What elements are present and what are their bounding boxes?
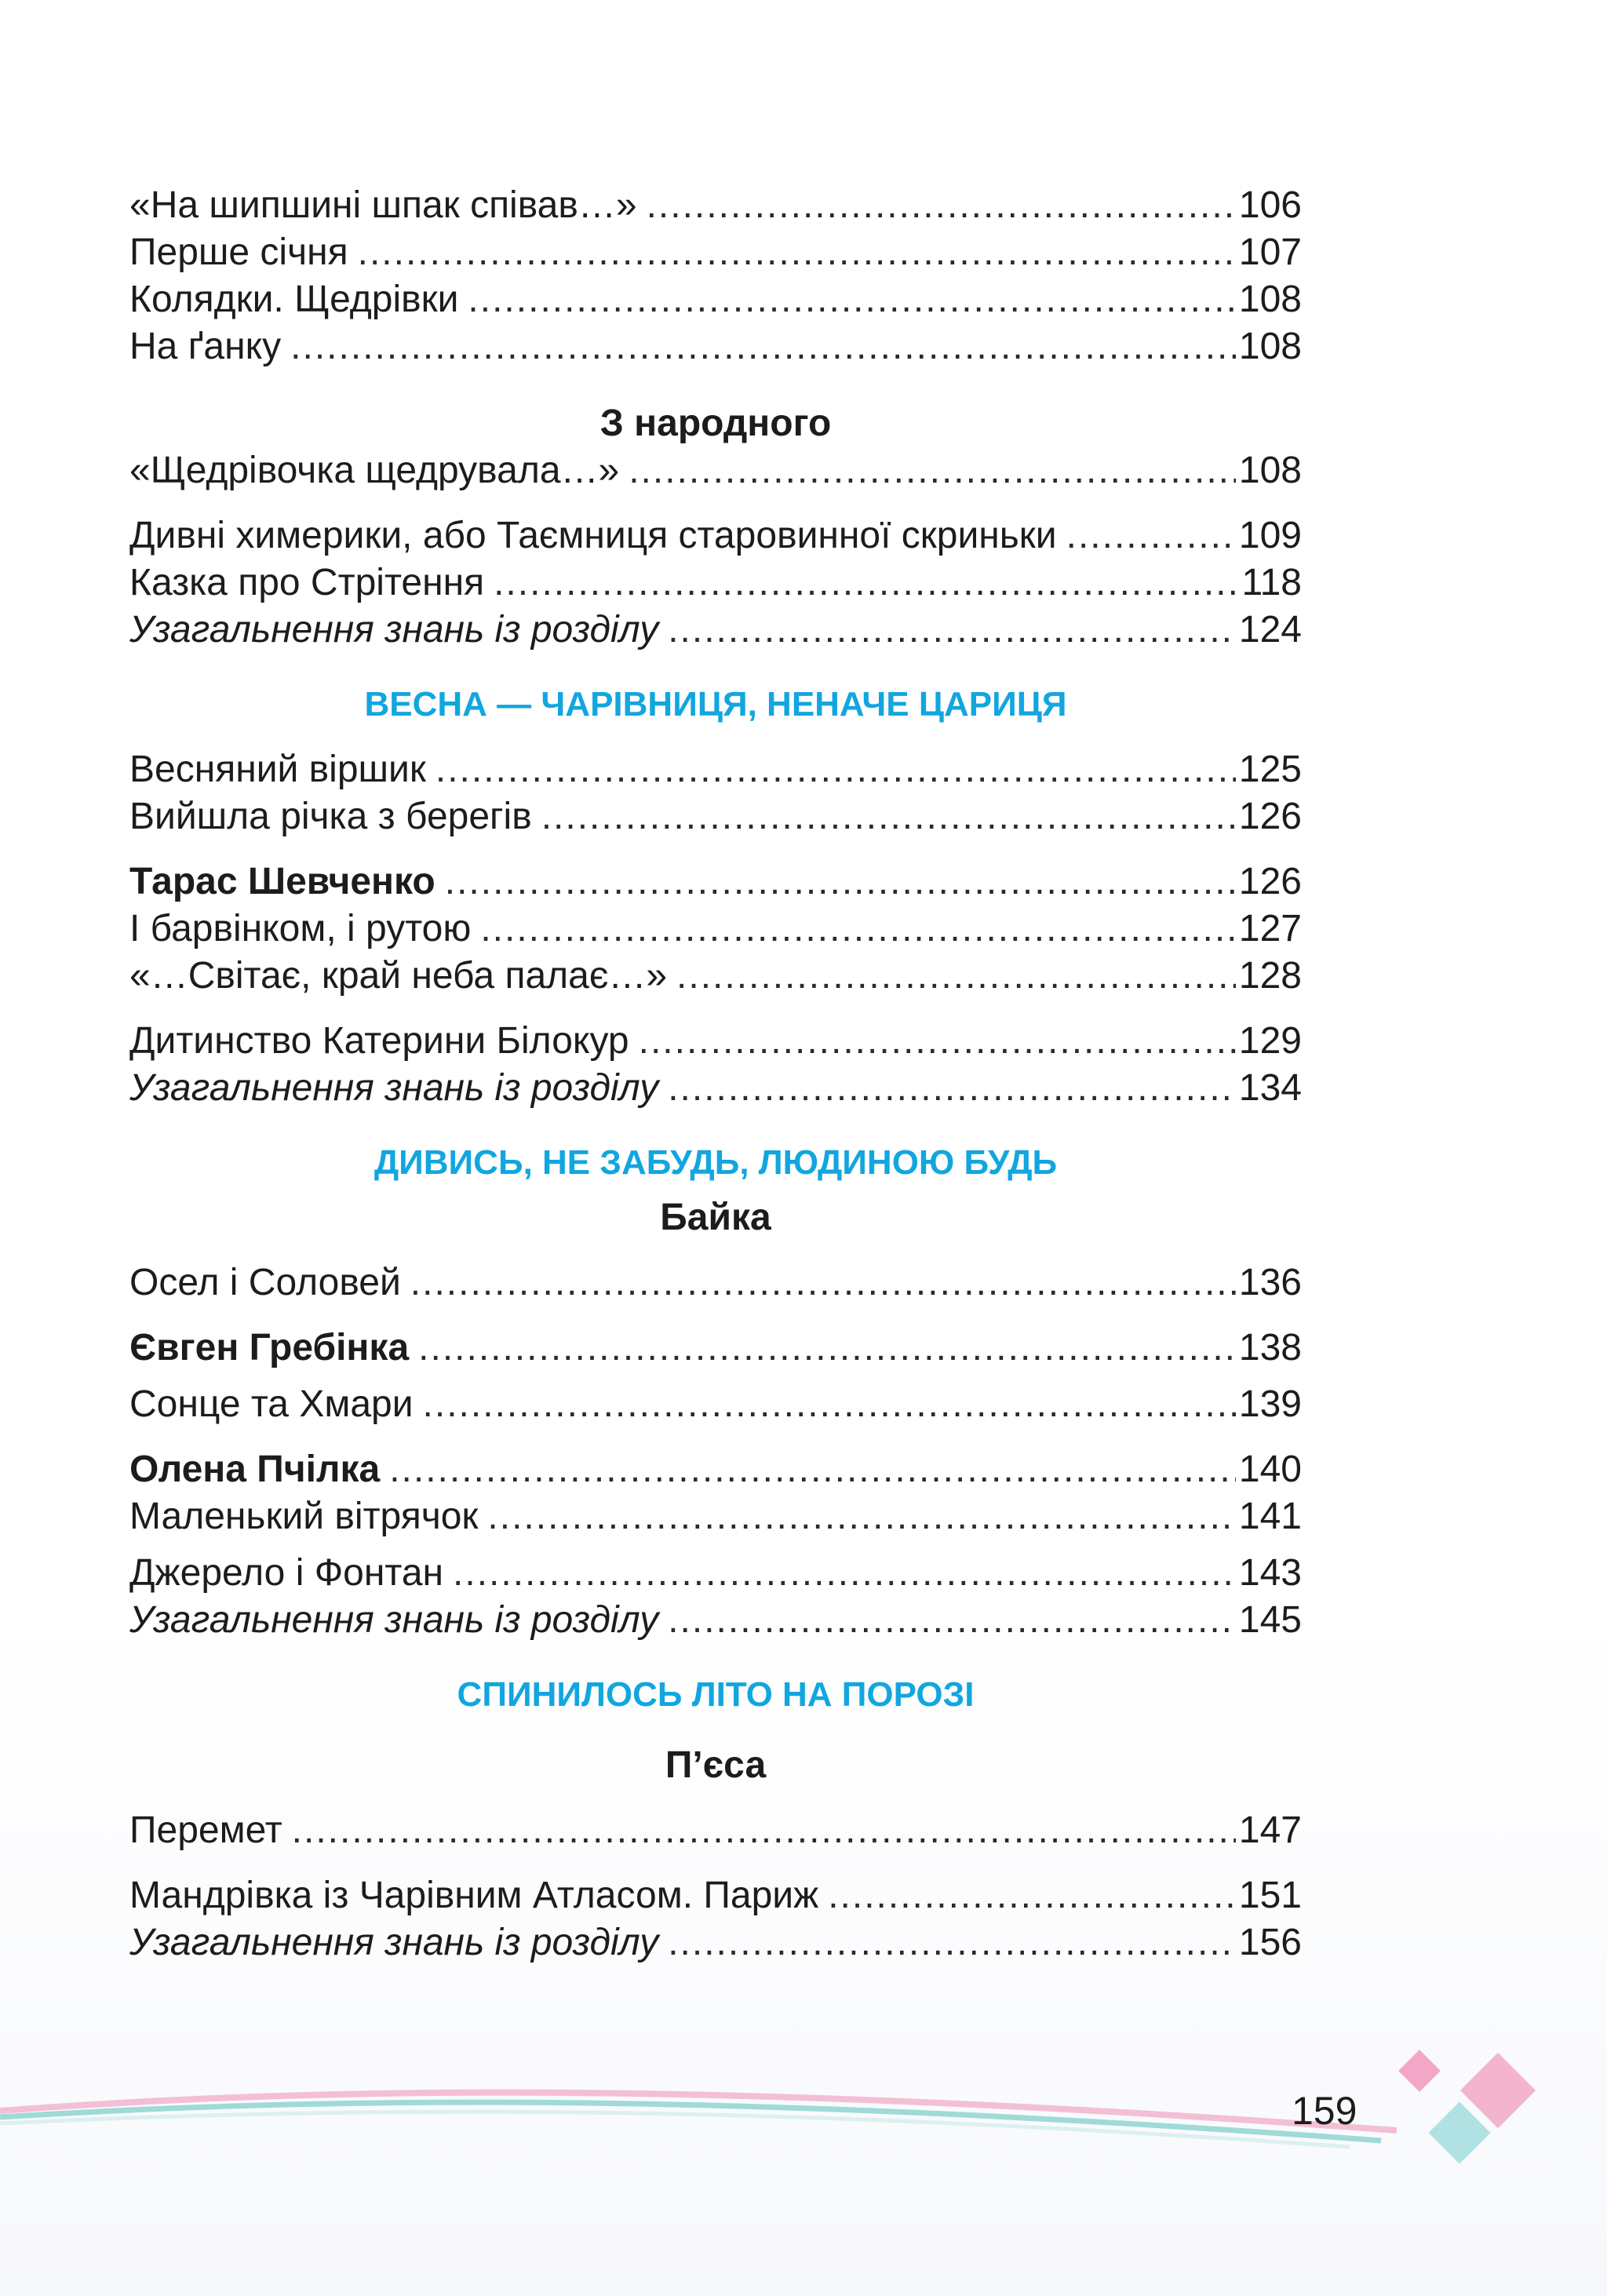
toc-entry-title: Мандрівка із Чарівним Атласом. Париж (129, 1875, 819, 1916)
toc-entry-title: Перше січня (129, 231, 348, 273)
toc-entry-title: І барвінком, і рутою (129, 908, 472, 949)
toc-author-entry[interactable] (129, 1325, 1302, 1372)
dot-leader (480, 906, 1236, 953)
dot-leader (423, 1381, 1236, 1428)
page-number: 159 (1292, 2089, 1357, 2133)
toc-entry-title: Узагальнення знань із розділу (129, 1599, 659, 1641)
toc-entry-title: Казка про Стрітення (129, 562, 485, 603)
toc-entry-page: 151 (1238, 1875, 1302, 1916)
toc-author-entry[interactable] (129, 858, 1302, 906)
toc-entry-title: Дивні химерики, або Таємниця старовинної скриньки (129, 515, 1057, 556)
toc-entry[interactable] (129, 1493, 1302, 1540)
dot-leader (639, 1018, 1236, 1065)
dot-leader (453, 1550, 1236, 1597)
toc-entry-title: «На шипшині шпак співав…» (129, 184, 637, 226)
toc-entry[interactable] (129, 1919, 1302, 1966)
dot-leader (292, 1807, 1236, 1854)
toc-entry[interactable] (129, 229, 1302, 276)
toc-entry[interactable] (129, 182, 1302, 229)
toc-entry[interactable] (129, 906, 1302, 953)
toc-entry[interactable] (129, 1065, 1302, 1112)
toc-entry-title: Перемет (129, 1809, 282, 1851)
toc-entry[interactable] (129, 1550, 1302, 1597)
dot-leader (468, 276, 1235, 323)
section-heading: ДИВИСЬ, НЕ ЗАБУДЬ, ЛЮДИНОЮ БУДЬ (374, 1143, 1058, 1182)
toc-entry[interactable] (129, 276, 1302, 323)
toc-entry[interactable] (129, 1259, 1302, 1307)
toc-entry-title: Узагальнення знань із розділу (129, 1067, 659, 1109)
toc-entry-page: 108 (1238, 279, 1302, 320)
toc-entry-title: Колядки. Щедрівки (129, 279, 459, 320)
toc-entry-page: 125 (1238, 749, 1302, 790)
dot-leader (668, 607, 1236, 654)
toc-entry-page: 108 (1238, 450, 1302, 491)
toc-entry-title: Осел і Соловей (129, 1262, 401, 1303)
dot-leader (389, 1446, 1236, 1493)
toc-entry-title: Євген Гребінка (129, 1327, 410, 1368)
toc-entry-page: 140 (1238, 1449, 1302, 1490)
section-heading: ВЕСНА — ЧАРІВНИЦЯ, НЕНАЧЕ ЦАРИЦЯ (364, 685, 1067, 723)
toc-entry-page: 118 (1241, 562, 1302, 603)
toc-subheading: Байка (660, 1197, 771, 1238)
dot-leader (487, 1493, 1236, 1540)
toc-entry-page: 129 (1238, 1020, 1302, 1062)
toc-entry[interactable] (129, 1872, 1302, 1919)
toc-entry-page: 126 (1238, 861, 1302, 902)
toc-entry-page: 147 (1238, 1809, 1302, 1851)
toc-entry-title: Сонце та Хмари (129, 1383, 414, 1425)
dot-leader (418, 1325, 1236, 1372)
toc-entry[interactable] (129, 1018, 1302, 1065)
toc-entry-page: 126 (1238, 796, 1302, 837)
decorative-wave (0, 2056, 1397, 2150)
toc-entry-page: 106 (1238, 184, 1302, 226)
toc-entry[interactable] (129, 447, 1302, 494)
toc-entry-title: Маленький вітрячок (129, 1496, 479, 1537)
toc-entry-title: Тарас Шевченко (129, 861, 435, 902)
dot-leader (410, 1259, 1236, 1307)
toc-entry-page: 156 (1238, 1922, 1302, 1963)
dot-leader (629, 447, 1236, 494)
toc-entry[interactable] (129, 793, 1302, 840)
dot-leader (435, 746, 1236, 793)
dot-leader (828, 1872, 1236, 1919)
dot-leader (290, 323, 1236, 370)
toc-entry-page: 109 (1238, 515, 1302, 556)
toc-entry-title: На ґанку (129, 326, 282, 367)
dot-leader (494, 559, 1238, 607)
toc-entry[interactable] (129, 607, 1302, 654)
toc-entry[interactable] (129, 323, 1302, 370)
toc-entry[interactable] (129, 953, 1302, 1000)
dot-leader (647, 182, 1236, 229)
decorative-diamonds-icon (1397, 2048, 1554, 2181)
toc-entry-title: Узагальнення знань із розділу (129, 1922, 659, 1963)
dot-leader (668, 1065, 1236, 1112)
toc-entry-page: 107 (1238, 231, 1302, 273)
toc-entry[interactable] (129, 746, 1302, 793)
toc-entry-title: Узагальнення знань із розділу (129, 609, 659, 651)
dot-leader (1066, 512, 1236, 559)
toc-subheading: З народного (599, 403, 832, 444)
toc-entry-page: 145 (1238, 1599, 1302, 1641)
toc-entry-page: 138 (1238, 1327, 1302, 1368)
toc-entry-title: Весняний віршик (129, 749, 426, 790)
toc-entry-title: Вийшла річка з берегів (129, 796, 532, 837)
toc-entry[interactable] (129, 1597, 1302, 1644)
dot-leader (541, 793, 1236, 840)
toc-entry[interactable] (129, 1381, 1302, 1428)
toc-entry-page: 136 (1238, 1262, 1302, 1303)
table-of-contents (129, 182, 1302, 1966)
toc-entry-title: «Щедрівочка щедрувала…» (129, 450, 620, 491)
toc-entry-page: 141 (1238, 1496, 1302, 1537)
toc-entry-title: «…Світає, край неба палає…» (129, 955, 668, 997)
toc-subheading: П’єса (665, 1744, 767, 1786)
toc-entry[interactable] (129, 512, 1302, 559)
dot-leader (358, 229, 1236, 276)
dot-leader (668, 1597, 1236, 1644)
toc-author-entry[interactable] (129, 1446, 1302, 1493)
dot-leader (445, 858, 1236, 906)
toc-entry-title: Дитинство Катерини Білокур (129, 1020, 629, 1062)
toc-entry-page: 128 (1238, 955, 1302, 997)
toc-entry-title: Олена Пчілка (129, 1449, 381, 1490)
toc-entry-page: 139 (1238, 1383, 1302, 1425)
toc-entry-title: Джерело і Фонтан (129, 1552, 444, 1594)
dot-leader (668, 1919, 1236, 1966)
toc-entry-page: 143 (1238, 1552, 1302, 1594)
section-heading: СПИНИЛОСЬ ЛІТО НА ПОРОЗІ (457, 1675, 975, 1714)
toc-entry[interactable] (129, 1807, 1302, 1854)
toc-entry-page: 124 (1238, 609, 1302, 651)
toc-entry-page: 127 (1238, 908, 1302, 949)
toc-entry-page: 134 (1238, 1067, 1302, 1109)
toc-entry-page: 108 (1238, 326, 1302, 367)
toc-entry[interactable] (129, 559, 1302, 607)
dot-leader (676, 953, 1236, 1000)
